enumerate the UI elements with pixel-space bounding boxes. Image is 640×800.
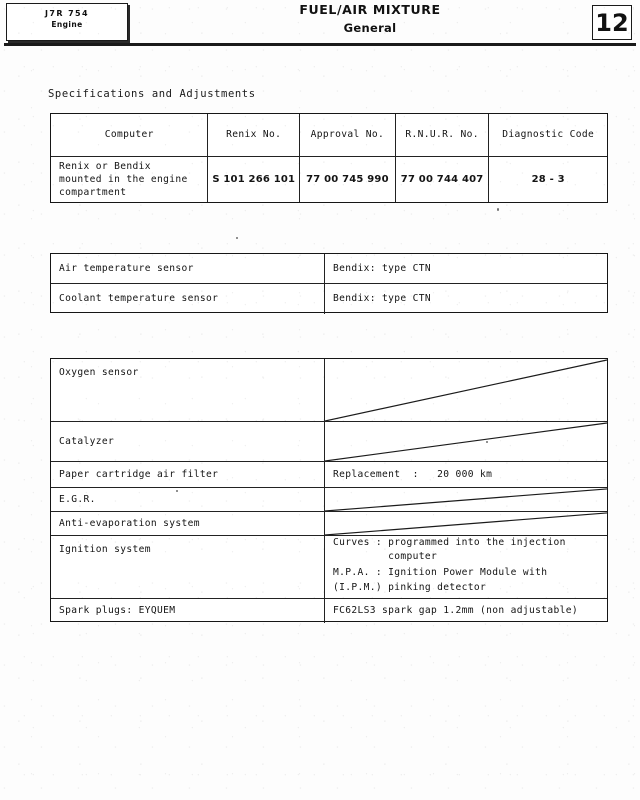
cell-ignition-system-value: Curves : programmed into the injection computer M.P.A. : Ignition Power Module with (I.P.M.) pinking detector: [333, 537, 566, 593]
cell-air-filter-label: Paper cartridge air filter: [51, 462, 325, 487]
table-row: [51, 488, 607, 512]
cell-ignition-system-label: Ignition system: [51, 536, 325, 598]
cell-coolant-temperature-sensor-value: Bendix: type CTN: [333, 293, 432, 305]
table-row: [51, 422, 607, 462]
cell-egr-label: E.G.R.: [51, 488, 325, 511]
table-row: [51, 359, 607, 422]
engine-model-code: J7R 754: [45, 9, 89, 18]
table-row: [51, 512, 607, 536]
column-header-renix-no: Renix No.: [208, 114, 300, 156]
engine-model-box: [6, 3, 128, 41]
column-header-diagnostic-code: Diagnostic Code: [502, 129, 595, 141]
cell-catalyzer-label: Catalyzer: [51, 422, 325, 461]
cell-air-temperature-sensor-label: Air temperature sensor: [51, 254, 325, 283]
not-applicable-strike-icon: [325, 359, 607, 421]
cell-anti-evaporation-label: Anti-evaporation system: [51, 512, 325, 535]
table-header-row: [51, 114, 607, 157]
table-row: [51, 284, 607, 314]
cell-coolant-temperature-sensor-label: Coolant temperature sensor: [51, 284, 325, 314]
cell-air-temperature-sensor-value: Bendix: type CTN: [333, 262, 432, 274]
page-header: [0, 0, 640, 46]
document-title: FUEL/AIR MIXTURE: [299, 2, 441, 17]
not-applicable-strike-icon: [325, 488, 607, 511]
column-header-rnur-no: R.N.U.R. No.: [396, 114, 490, 156]
chapter-number-box: 12: [592, 5, 632, 40]
not-applicable-strike-icon: [325, 512, 607, 535]
cell-egr-value: [325, 488, 607, 511]
table-row: [51, 254, 607, 284]
scan-artifact-speck: [236, 237, 238, 239]
cell-anti-evaporation-value: [325, 512, 607, 535]
engine-model-subtitle: Engine: [51, 20, 83, 29]
cell-catalyzer-value: [325, 422, 607, 461]
computer-specification-table: [50, 113, 608, 203]
table-row: [51, 157, 607, 202]
section-heading: Specifications and Adjustments: [48, 88, 256, 100]
cell-spark-plugs-value: FC62LS3 spark gap 1.2mm (non adjustable): [333, 605, 579, 617]
cell-renix-no: S 101 266 101: [208, 157, 300, 202]
cell-approval-no: 77 00 745 990: [300, 157, 396, 202]
column-header-approval-no: Approval No.: [300, 114, 396, 156]
document-title-block: [180, 2, 560, 35]
cell-diagnostic-code: 28 - 3: [531, 173, 565, 185]
cell-oxygen-sensor-label: Oxygen sensor: [51, 359, 325, 421]
cell-spark-plugs-label: Spark plugs: EYQUEM: [51, 599, 325, 623]
table-row: [51, 599, 607, 623]
table-row: [51, 462, 607, 488]
temperature-sensor-table: [50, 253, 608, 313]
header-divider-rule: [4, 43, 636, 46]
equipment-specification-table: [50, 358, 608, 622]
cell-computer-description: Renix or Bendix mounted in the engine compartment: [51, 157, 208, 202]
table-row: [51, 536, 607, 599]
not-applicable-strike-icon: [325, 422, 607, 461]
cell-rnur-no: 77 00 744 407: [396, 157, 490, 202]
document-subtitle: General: [343, 21, 397, 35]
scan-artifact-speck: [497, 208, 499, 211]
cell-air-filter-value: Replacement : 20 000 km: [333, 468, 493, 480]
cell-oxygen-sensor-value: [325, 359, 607, 421]
column-header-computer: Computer: [51, 114, 208, 156]
